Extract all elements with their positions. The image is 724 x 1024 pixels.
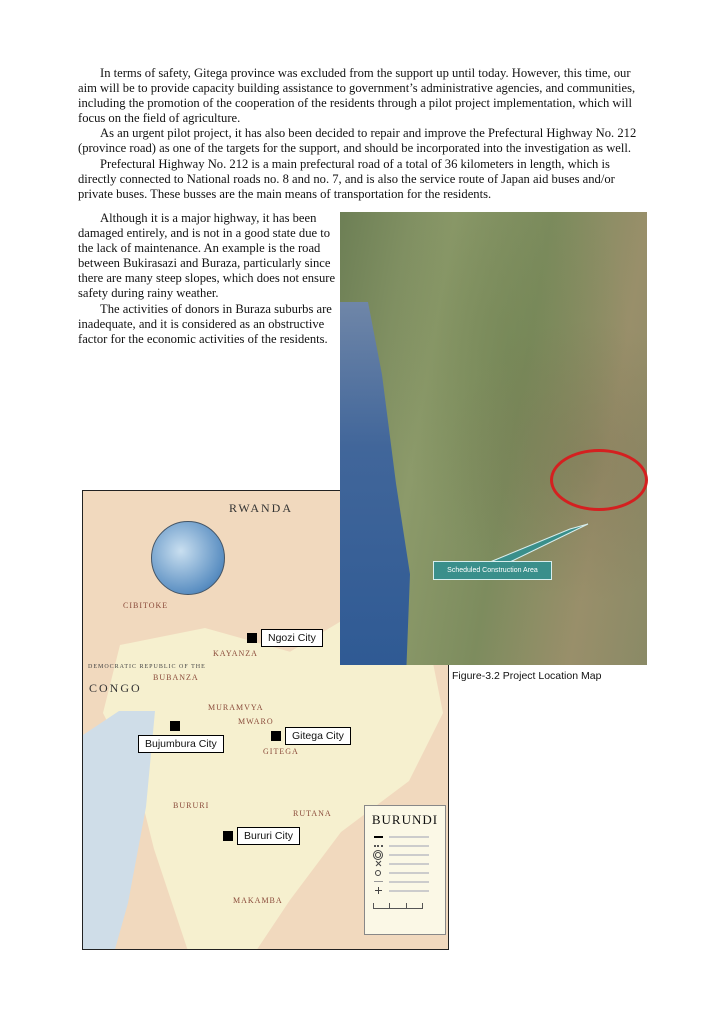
- legend-placeholder-line: [389, 845, 429, 847]
- legend-placeholder-line: [389, 890, 429, 892]
- city-label: Bujumbura City: [138, 735, 224, 753]
- paragraph: The activities of donors in Buraza suburbs are inadequate, and it is considered as an obstructive factor for the economic activities of the residents.: [78, 301, 332, 346]
- city-label: Ngozi City: [261, 629, 323, 647]
- legend-row: [365, 859, 445, 868]
- x-mark-icon: [375, 860, 382, 867]
- province-label: MWARO: [238, 717, 274, 726]
- paragraph: Although it is a major highway, it has been damaged entirely, and is not in a good state due to the lack of maintenance. An example is the road between Bukirasazi and Buraza, particularly since there are many steep slopes, which does not ensure safety during rainy weather.: [78, 211, 336, 301]
- figure-caption: Figure-3.2 Project Location Map: [452, 670, 602, 682]
- country-label: RWANDA: [229, 501, 294, 515]
- city-label: Bururi City: [237, 827, 300, 845]
- lake-tanganyika: [340, 302, 410, 665]
- province-label: BUBANZA: [153, 673, 199, 682]
- legend-placeholder-line: [389, 881, 429, 883]
- map-legend: [364, 805, 446, 935]
- paragraph: In terms of safety, Gitega province was excluded from the support up until today. However, this time, our aim will be to provide capacity building assistance to government’s administrative agencies, and communities, including the promotion of the cooperation of the residents through a pilot project implementation, which will focus on the field of agriculture.: [78, 66, 636, 126]
- relief-map: [340, 212, 647, 665]
- city-square-icon: [170, 721, 180, 731]
- province-label: CIBITOKE: [123, 601, 169, 610]
- circle-icon: [375, 870, 381, 876]
- construction-area-callout: Scheduled Construction Area: [433, 561, 552, 580]
- legend-row: [365, 832, 445, 841]
- dotted-line-icon: [374, 845, 383, 847]
- province-label: GITEGA: [263, 747, 299, 756]
- legend-placeholder-line: [389, 854, 429, 856]
- city-square-icon: [271, 731, 281, 741]
- cross-icon: [375, 887, 382, 894]
- legend-row: [365, 877, 445, 886]
- province-label: RUTANA: [293, 809, 332, 818]
- province-label: MURAMVYA: [208, 703, 264, 712]
- legend-row: [365, 868, 445, 877]
- city-marker-bururi: [223, 827, 300, 845]
- province-label: KAYANZA: [213, 649, 258, 658]
- side-text: [78, 211, 340, 347]
- globe-inset: [151, 521, 225, 595]
- legend-row: [365, 841, 445, 850]
- city-square-icon: [247, 633, 257, 643]
- legend-placeholder-line: [389, 863, 429, 865]
- city-label: Gitega City: [285, 727, 351, 745]
- country-label: DEMOCRATIC REPUBLIC OF THE: [88, 664, 206, 670]
- city-marker-bujumbura: [138, 721, 224, 753]
- boundary-line-icon: [374, 836, 383, 838]
- paragraph: As an urgent pilot project, it has also been decided to repair and improve the Prefectural Highway No. 212 (province road) as one of the targets for the support, and should be incorporated into the investigation as well.: [78, 126, 637, 156]
- legend-placeholder-line: [389, 872, 429, 874]
- country-label: CONGO: [89, 681, 142, 695]
- city-marker-gitega: [271, 727, 351, 745]
- province-label: MAKAMBA: [233, 896, 283, 905]
- legend-row: [365, 850, 445, 859]
- callout-pointer: [470, 474, 590, 564]
- paragraph: Prefectural Highway No. 212 is a main prefectural road of a total of 36 kilometers in length, which is directly connected to National roads no. 8 and no. 7, and is also the service route of Japan aid buses and/or private buses. These busses are the main means of transportation for the residents.: [78, 156, 615, 201]
- ring-icon: [375, 852, 381, 858]
- legend-placeholder-line: [389, 836, 429, 838]
- city-marker-ngozi: [247, 629, 323, 647]
- legend-row: [365, 886, 445, 895]
- scale-bar: [373, 903, 423, 909]
- legend-title: BURUNDI: [371, 812, 439, 827]
- thin-line-icon: [374, 881, 383, 882]
- intro-text: [78, 66, 648, 202]
- city-square-icon: [223, 831, 233, 841]
- province-label: BURURI: [173, 801, 210, 810]
